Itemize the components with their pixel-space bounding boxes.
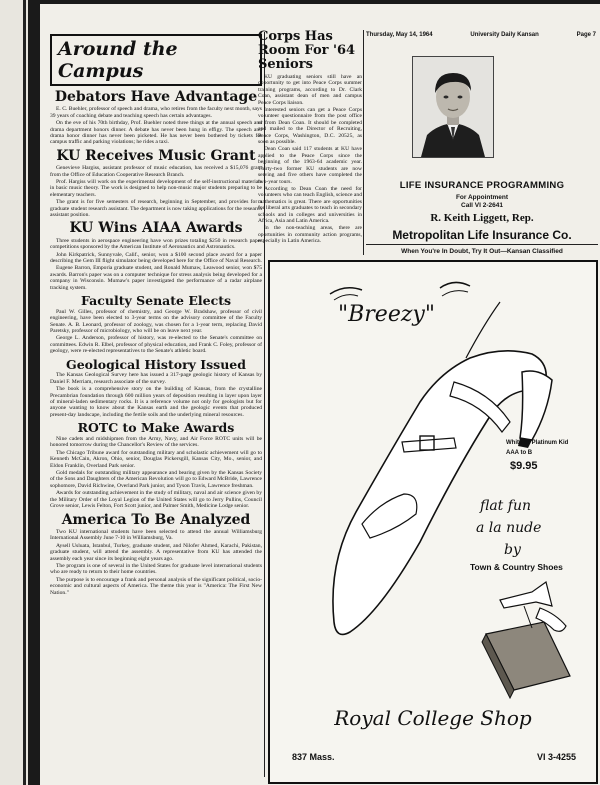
insurance-company: Metropolitan Life Insurance Co. xyxy=(392,228,572,242)
article-paragraph: Interested seniors can get a Peace Corps volunteer questionnaire from the post office or from Dean Coan. It should be completed and mailed to the Director of Recruiting, Peace Corps, Washington, D.C. 20525, as soon as possible. xyxy=(258,107,362,146)
article-list xyxy=(50,90,262,596)
article-paragraph: According to Dean Coan the need for volunteers who can teach English, science and mathematics is great. There are opportunities for liberal arts graduates to teach in secondary schools and in colleges and universities in Africa, Asia and Latin America. xyxy=(258,185,362,224)
horizontal-rule xyxy=(366,244,598,245)
article-paragraph: Prof. Hargiss will work on the experimental development of the self-instructional materials in basic music theory. The work is designed to help non-music major students preparing to be elementary teachers. xyxy=(50,179,262,198)
color-note: White or Platinum Kid xyxy=(506,440,569,446)
article-paragraph: Nine cadets and midshipmen from the Army, Navy, and Air Force ROTC units will be honored tomorrow during the Chancellor's Review of the services. xyxy=(50,436,262,449)
insurance-rep-name: R. Keith Liggett, Rep. xyxy=(430,212,534,224)
article-paragraph: The book is a comprehensive story on the building of Kansas, from the crystalline Precambrian foundation through 600 million years of deposition resulting in layer upon layer of mineral-laden sedimentary rocks. It is a reference volume not only for geologists but for anyone wanting to know about the Kansas earth and the geologic events that produced present-day landscape, including the fertile soils and the underlying mineral resources. xyxy=(50,386,262,418)
article-paragraph: Paul W. Gilles, professor of chemistry, and George W. Bradshaw, professor of civil engineering, have been elected to 3-year terms on the advisory committee of the Faculty Senate. A. B. Leonard, professor of zoology, was chosen for a 1-year term, replacing David Paretsky, professor of microbiology, who will be on leave next year. xyxy=(50,308,262,335)
article-paragraph: The Kansas Geological Survey here has issued a 317-page geologic history of Kansas by Daniel F. Merriam, research associate of the survey. xyxy=(50,372,262,385)
article-paragraph: The Chicago Tribune award for outstanding military and scholastic achievement will go to Kenneth McCain, Akron, Ohio, senior, Douglas Pickersgill, Kansas City, Mo., senior, and Eldon Franklin, Overland Park senior. xyxy=(50,449,262,469)
header-paper: University Daily Kansan xyxy=(470,32,539,38)
article-paragraph: In the non-teaching areas, there are oportunities in community action programs, especially in Latin America. xyxy=(258,225,362,245)
header-date: Thursday, May 14, 1964 xyxy=(366,32,433,38)
agent-portrait xyxy=(412,56,494,158)
article-paragraph: Genevieve Hargiss, assistant professor of music education, has received a $15,076 grant from the Office of Education Cooperative Research Branch. xyxy=(50,165,262,178)
column-title: Around the Campus xyxy=(58,38,178,82)
article-paragraph: George L. Anderson, professor of history, was re-elected to the Senate's committee on committees. Edwin R. Elbel, professor of physical education, and Frank C. Foley, professor of geology, were re-elected representatives to the Senate's athletic board. xyxy=(50,335,262,355)
article-headline: KU Wins AIAA Awards xyxy=(69,220,243,237)
peace-corps-body xyxy=(258,74,362,245)
price: $9.95 xyxy=(510,460,538,472)
page-header xyxy=(366,32,596,38)
shoe-maker: Town & Country Shoes xyxy=(470,562,563,572)
slogan-line-3: by xyxy=(504,542,521,558)
slogan-line-1: flat fun xyxy=(480,498,531,514)
brand-script: "Breezy" xyxy=(338,302,435,327)
size-range: AAA to B xyxy=(506,450,533,456)
adjacent-page-edge xyxy=(0,0,28,785)
shoe-advertisement xyxy=(268,260,598,784)
store-address: 837 Mass. xyxy=(292,752,335,762)
article-paragraph: The grant is for five semesters of research, beginning in September, and provides for a graduate student research assistant. The department is now taking applications for the research assistant position. xyxy=(50,199,262,219)
peace-corps-headline: Corps Has Room For '64 Seniors xyxy=(258,30,356,72)
insurance-phone: Call VI 2-2641 xyxy=(461,202,503,209)
column-rule xyxy=(363,30,364,255)
article-paragraph: Awards for outstanding achievement in the study of military, naval and air science given by the Military Order of the Loyal Legion of the United States will go to Jerry Pullins, Council Grove senior, Lewis Felton, Fort Scott junior, and Palmer Smith, Medicine Lodge senior. xyxy=(50,490,262,510)
article-headline: Geological History Issued xyxy=(66,356,246,372)
article-paragraph: John Kirkpatrick, Sunnyvale, Calif., senior, won a $100 second place award for a paper describing the Gem III flight simulator being developed here for the Office of Naval Research. xyxy=(50,251,262,265)
header-page: Page 7 xyxy=(576,32,596,38)
article-paragraph: On the eve of his 70th birthday, Prof. Buehler noted three things at the annual speech and drama department honors dinner. A debate has never been hung in effigy. The speech and drama honor dinner has never been picketed. He has never been bothered by tickets for campus traffic and parking violations; he rides a taxi. xyxy=(50,120,262,146)
article-headline: KU Receives Music Grant xyxy=(56,147,256,164)
article-headline: America To Be Analyzed xyxy=(61,511,251,528)
newspaper-page xyxy=(40,4,600,785)
column-title-box xyxy=(50,34,262,86)
article-paragraph: Gold medals for outstanding military appearance and bearing given by the Kansas Society of the Sons and Daughters of the American Revolution will go to Edward McBride, Lawrence sophomore, David Richwine, Overland Park junior, and Tyson Travis, Lawrence freshman. xyxy=(50,470,262,489)
peace-corps-article xyxy=(258,30,362,280)
article-paragraph: Two KU international students have been selected to attend the annual Williamsburg International Assembly June 7-10 in Williamsburg, Va. xyxy=(50,528,262,542)
article-paragraph: The purpose is to encourage a frank and personal analysis of the significant political, socio-economic and cultural aspects of America. The theme this year is "America: The First New Nation." xyxy=(50,576,262,596)
article-paragraph: E. C. Buehler, professor of speech and drama, who retires from the faculty next month, says 39 years of coaching debate and teaching speech has certain advantages. xyxy=(50,106,262,119)
around-the-campus-column xyxy=(50,34,262,779)
article-headline: Faculty Senate Elects xyxy=(80,293,232,309)
insurance-headline: LIFE INSURANCE PROGRAMMING xyxy=(399,180,565,191)
insurance-appointment: For Appointment xyxy=(455,194,509,201)
article-paragraph: KU graduating seniors still have an opportunity to get into Peace Corps summer training programs, according to Dr. Clark Coan, assistant dean of men and campus Peace Corps liaison. xyxy=(258,74,362,106)
store-phone: VI 3-4255 xyxy=(536,752,576,762)
shoe-illustration xyxy=(270,262,596,782)
classified-tagline: When You're In Doubt, Try It Out—Kansan Classified xyxy=(401,248,563,255)
store-name: Royal College Shop xyxy=(334,706,532,730)
slogan-line-2: a la nude xyxy=(476,520,542,536)
insurance-ad xyxy=(366,42,598,242)
article-paragraph: Aysell Usluata, Istanbul, Turkey, graduate student, and Nilofer Ahmed, Karachi, Pakistan, graduate student, will attend the assembly. A representative from KU has attended the assembly each year since its beginning eight years ago. xyxy=(50,542,262,562)
article-paragraph: Three students in aerospace engineering have won prizes totaling $250 in research paper competitions sponsored by the American Institute of Aeronautics and Astronautics. xyxy=(50,237,262,251)
article-headline: Debators Have Advantage xyxy=(54,89,258,105)
article-headline: ROTC to Make Awards xyxy=(77,420,235,436)
article-paragraph: Dean Coan said 117 students at KU have applied to the Peace Corps since the beginning of the 1963-64 academic year. Thirty-two former KU students are now serving and five others have completed the two-year tours. xyxy=(258,146,362,185)
article-paragraph: The program is one of several in the United States for graduate level international students who are ready to return to their home countries. xyxy=(50,562,262,576)
article-paragraph: Eugene Barron, Emporia graduate student, and Ronald Mumaw, Leawood senior, won $75 awards. Barron's paper was on a computer technique for stress analysis being developed for a company in Wisconsin. Mumaw's paper investigated the performance of a radar airplane tracking system. xyxy=(50,265,262,291)
